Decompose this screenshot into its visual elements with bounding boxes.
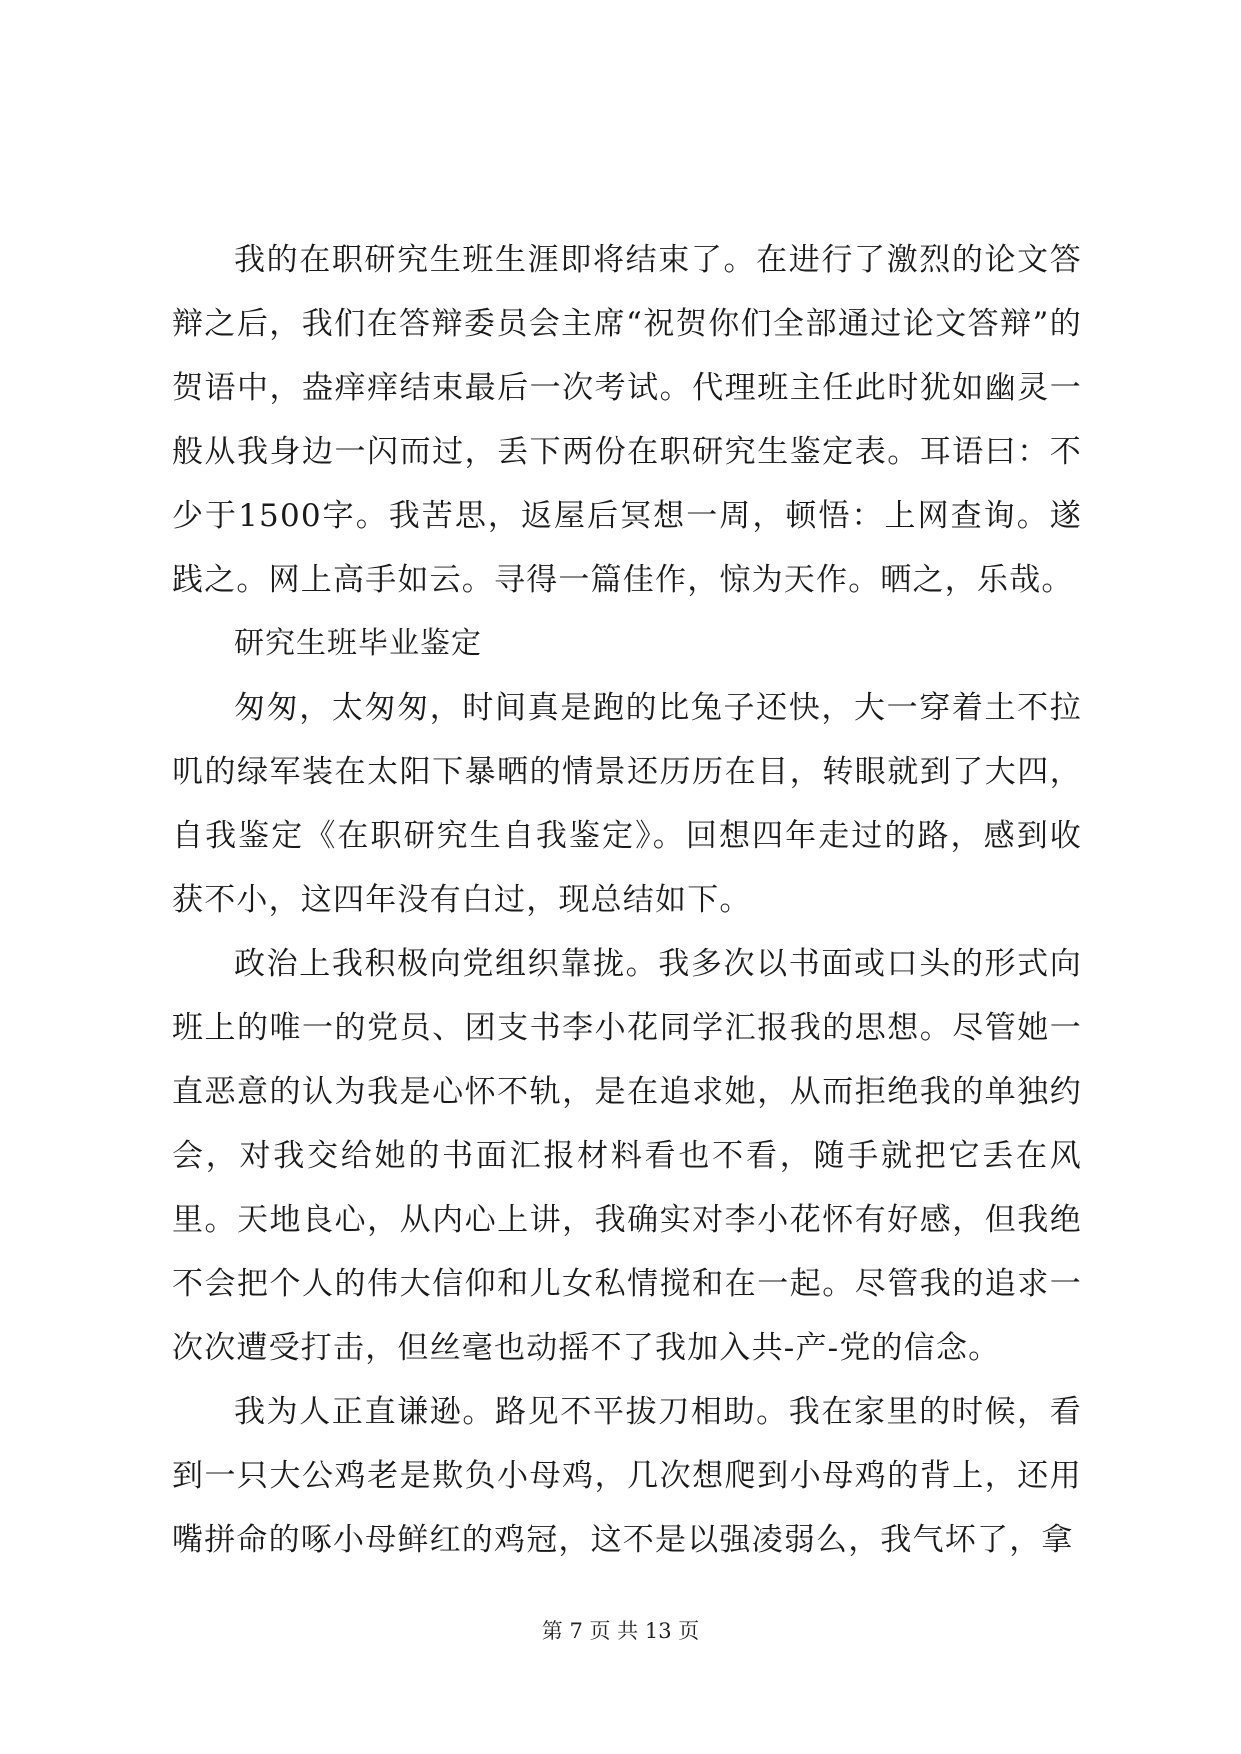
page-number-footer: 第 7 页 共 13 页 — [541, 1619, 700, 1643]
body-paragraph-3: 我为人正直谦逊。路见不平拔刀相助。我在家里的时候，看到一只大公鸡老是欺负小母鸡，几次想爬到小母鸡的背上，还用嘴拼命的啄小母鲜红的鸡冠，这不是以强凌弱么，我气坏了，拿 — [172, 1394, 1082, 1558]
document-body — [172, 228, 1082, 1572]
section-heading: 研究生班毕业鉴定 — [234, 626, 482, 661]
body-paragraph-1: 匆匆，太匆匆，时间真是跑的比兔子还快，大一穿着土不拉叽的绿军装在太阳下暴晒的情景还历历在目，转眼就到了大四，自我鉴定《在职研究生自我鉴定》。回想四年走过的路，感到收获不小，这四年没有白过，现总结如下。 — [172, 690, 1082, 918]
intro-paragraph: 我的在职研究生班生涯即将结束了。在进行了激烈的论文答辩之后，我们在答辩委员会主席“祝贺你们全部通过论文答辩”的贺语中，盎痒痒结束最后一次考试。代理班主任此时犹如幽灵一般从我身边一闪而过，丢下两份在职研究生鉴定表。耳语曰：不少于1500字。我苦思，返屋后冥想一周，顿悟：上网查询。遂践之。网上高手如云。寻得一篇佳作，惊为天作。晒之，乐哉。 — [172, 242, 1082, 598]
body-paragraph-2: 政治上我积极向党组织靠拢。我多次以书面或口头的形式向班上的唯一的党员、团支书李小花同学汇报我的思想。尽管她一直恶意的认为我是心怀不轨，是在追求她，从而拒绝我的单独约会，对我交给她的书面汇报材料看也不看，随手就把它丢在风里。天地良心，从内心上讲，我确实对李小花怀有好感，但我绝不会把个人的伟大信仰和儿女私情搅和在一起。尽管我的追求一次次遭受打击，但丝毫也动摇不了我加入共-产-党的信念。 — [172, 946, 1082, 1366]
